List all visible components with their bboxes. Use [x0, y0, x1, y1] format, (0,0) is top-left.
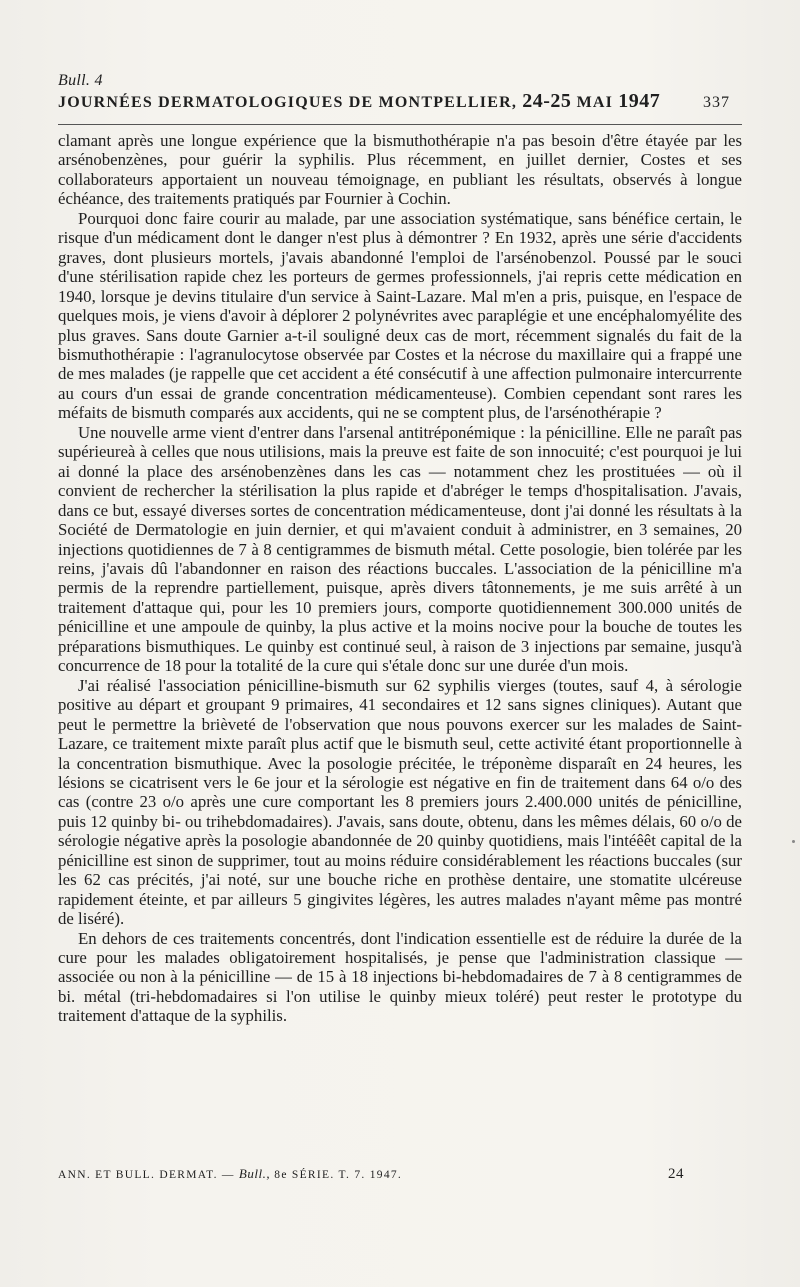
conference-dates: 24-25 [522, 90, 572, 112]
paragraph: En dehors de ces traitements concentrés, dont l'indication essentielle est de réduire la durée de la cure pour les malades obligatoirement hospitalisés, je pense que l'administration classique — associée ou non à la pénicilline — de 15 à 18 injections bi-hebdomadaires de 7 à 8 centigrammes de bi. métal (tri-hebdomadaires si l'on utilise le quinby mieux toléré) peut rester le prototype du traitement d'attaque de la syphilis. [58, 928, 742, 1026]
page-footer [58, 1166, 684, 1183]
running-header [58, 90, 730, 113]
paragraph: Une nouvelle arme vient d'entrer dans l'arsenal antitréponémique : la pénicilline. Elle ne paraît pas supérieureà à celles que nous utilisions, mais la preuve est faite de son innocuité; c'est pourquoi je lui ai donné la place des arsénobenzènes dans les cas — notamment chez les prostituées — où il convient de rechercher la stérilisation la plus rapide et d'abréger le temps d'hospitalisation. J'avais, dans ce but, essayé diverses sortes de concentration médicamenteuse, dont j'ai donné les résultats à la Société de Dermatologie en juin dernier, et qui m'avaient conduit à administrer, en 3 semaines, 20 injections quotidiennes de 7 à 8 centigrammes de bismuth métal. Cette posologie, bien tolérée par les reins, j'avais dû l'abandonner en raison des réactions buccales. L'association de la pénicilline m'a permis de la reprendre partiellement, puisque, après divers tâtonnements, je me suis arrêté à un traitement d'attaque qui, pour les 10 premiers jours, comporte quotidiennement 300.000 unités de pénicilline et une ampoule de quinby, la plus active et la moins nocive pour la bouche de toutes les préparations bismuthiques. Le quinby est continué seul, à raison de 3 injections par semaine, jusqu'à concurrence de 18 pour la totalité de la cure qui s'étale donc sur une durée d'un mois. [58, 422, 742, 676]
paragraph: J'ai réalisé l'association pénicilline-bismuth sur 62 syphilis vierges (toutes, sauf 4, à sérologie positive au départ et groupant 9 primaires, 41 secondaires et 12 sans signes cliniques). Autant que peut le permettre la brièveté de l'observation que nous pouvons exercer sur les malades de Saint-Lazare, ce traitement mixte paraît plus actif que le bismuth seul, cette activité étant proportionnelle à la concentration bismuthique. Avec la posologie précitée, le tréponème disparaît en 24 heures, les lésions se cicatrisent vers le 6e jour et la sérologie est négative en fin de traitement dans 64 o/o des cas (contre 23 o/o après une cure comportant les 8 premiers jours 2.400.000 unités de pénicilline, puis 12 quinby bi- ou trihebdomadaires). J'avais, sans doute, obtenu, dans les mêmes délais, 60 o/o de sérologie négative après la posologie abandonnée de 20 quinby quotidiens, mais l'intéêêt capital de la pénicilline est sinon de supprimer, tout au moins réduire considérablement les réactions buccales (sur les 62 cas précités, j'ai noté, sur une bouche riche en prothèse dentaire, une stomatite ulcéreuse rapidement éteinte, et par ailleurs 5 gingivites légères, les autres malades n'ayant même pas montré de liséré). [58, 675, 742, 929]
header-rule [58, 124, 742, 125]
conference-title: JOURNÉES DERMATOLOGIQUES DE MONTPELLIER, [58, 94, 518, 111]
journal-name: ANN. ET BULL. DERMAT. — [58, 1169, 235, 1181]
bulletin-label: Bull. 4 [58, 72, 103, 89]
paragraph: Pourquoi donc faire courir au malade, par une association systématique, sans bénéfice certain, le risque d'un médicament dont le danger n'est plus à démontrer ? En 1932, après une série d'accidents graves, dont plusieurs mortels, j'avais abandonné l'emploi de l'arsénobenzol. Poussé par le souci d'une stérilisation rapide chez les porteurs de germes professionnels, j'ai repris cette médication en 1940, lorsque je devins titulaire d'un service à Saint-Lazare. Mal m'en a pris, puisque, en l'espace de quelques mois, je viens d'avoir à déplorer 2 polynévrites avec paraplégie et une encéphalomyélite des plus graves. Sans doute Garnier a-t-il souligné deux cas de mort, récemment signalés du fait de la bismuthothérapie : l'agranulocytose observée par Costes et la nécrose du maxillaire qui a frappé une de mes malades (je rappelle que cet accident a été consécutif à une affection pulmonaire intercurrente au cours d'un essai de grande concentration médicamenteuse). Combien cependant sont rares les méfaits de bismuth comparés aux accidents, qui ne se comptent plus, de l'arsénothérapie ? [58, 208, 742, 423]
sheet-number: 24 [668, 1166, 684, 1182]
article-body [58, 131, 742, 1026]
paper-speck [792, 840, 795, 843]
conference-year: 1947 [618, 90, 661, 112]
bulletin-ref: Bull., [238, 1166, 271, 1181]
conference-month: MAI [576, 94, 614, 111]
page-number: 337 [703, 94, 730, 111]
paragraph: clamant après une longue expérience que la bismuthothérapie n'a pas besoin d'être étayée par les arsénobenzènes, pour guérir la syphilis. Plus récemment, en juillet dernier, Costes et ses collaborateurs apportaient un nouveau témoignage, en publiant les résultats, observés à longue échéance, des traitements pratiqués par Fournier à Cochin. [58, 131, 742, 209]
series-info: 8e SÉRIE. T. 7. 1947. [274, 1169, 403, 1181]
journal-citation [58, 1166, 402, 1182]
running-title [58, 90, 660, 113]
